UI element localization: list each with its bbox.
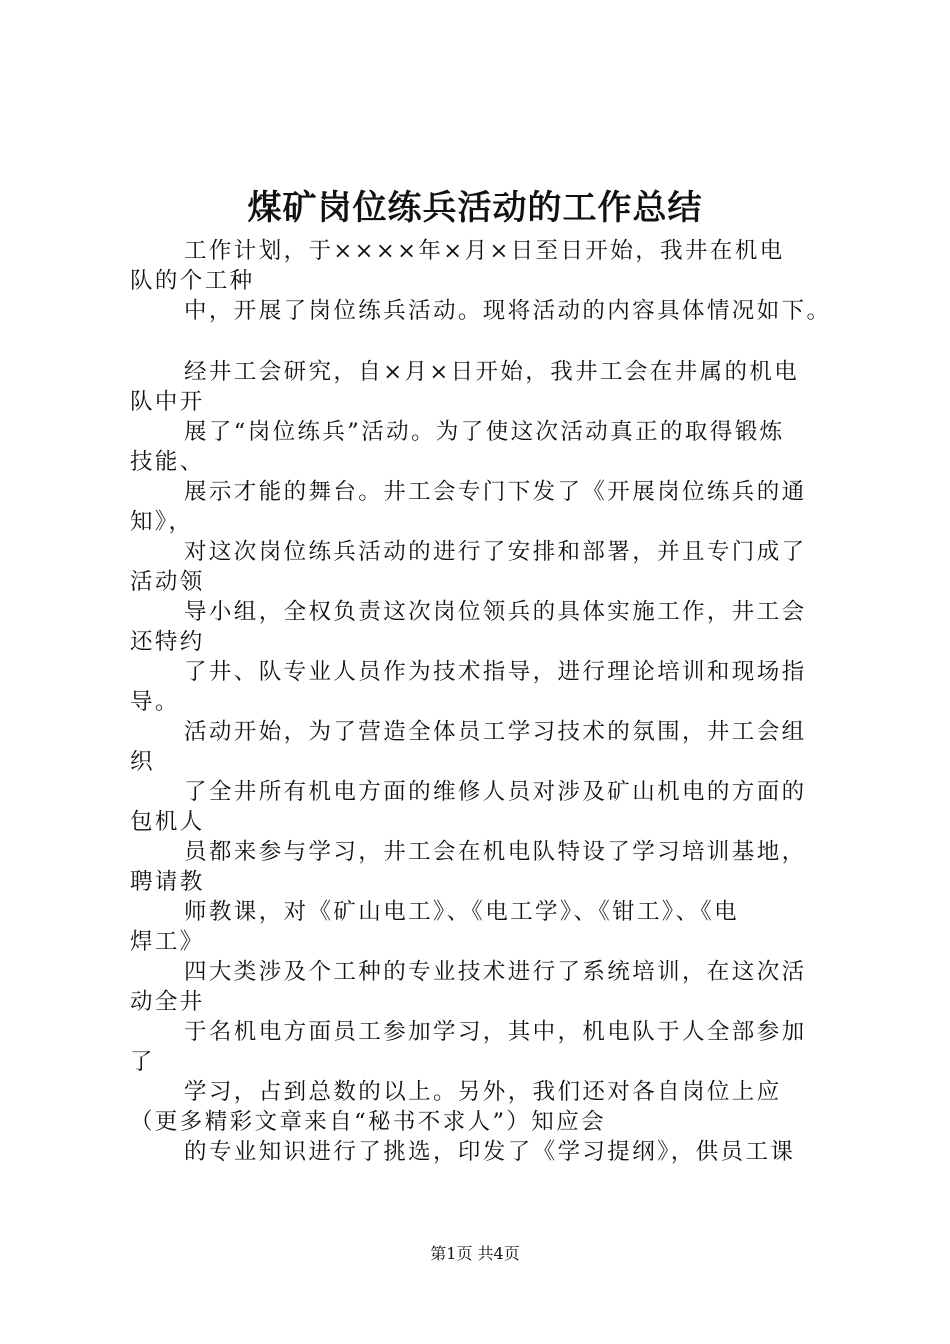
text-line: 织 <box>130 749 155 775</box>
text-line: 动全井 <box>130 989 205 1015</box>
text-line: 技能、 <box>130 449 205 475</box>
page-indicator: 第1页 共4页 <box>430 1244 520 1263</box>
document-title: 煤矿岗位练兵活动的工作总结 <box>247 188 703 228</box>
text-line: 工作计划，于××××年×月×日至日开始，我井在机电 <box>184 238 785 264</box>
text-line: 展了“岗位练兵”活动。为了使这次活动真正的取得锻炼 <box>184 419 785 445</box>
text-line: 导。 <box>130 689 180 715</box>
text-line: （更多精彩文章来自“秘书不求人”）知应会 <box>130 1109 607 1135</box>
text-line: 四大类涉及个工种的专业技术进行了系统培训，在这次活 <box>184 959 807 985</box>
text-line: 队中开 <box>130 389 205 415</box>
text-line: 的专业知识进行了挑选，印发了《学习提纲》，供员工课 <box>184 1139 796 1165</box>
text-line: 知》， <box>130 509 194 535</box>
text-line: 经井工会研究，自×月×日开始，我井工会在井属的机电 <box>184 359 800 385</box>
text-line: 导小组，全权负责这次岗位领兵的具体实施工作，井工会 <box>184 599 807 625</box>
text-line: 活动领 <box>130 569 205 595</box>
text-line: 包机人 <box>130 809 205 835</box>
text-line: 活动开始，为了营造全体员工学习技术的氛围，井工会组 <box>184 719 807 745</box>
text-line: 学习，占到总数的以上。另外，我们还对各自岗位上应 <box>184 1079 782 1105</box>
text-line: 还特约 <box>130 629 205 655</box>
text-line: 焊工》 <box>130 929 205 955</box>
text-line: 于名机电方面员工参加学习，其中，机电队于人全部参加 <box>184 1019 807 1045</box>
document-body <box>130 236 850 1167</box>
text-line: 员都来参与学习，井工会在机电队特设了学习培训基地， <box>184 839 807 865</box>
text-line: 了 <box>130 1049 155 1075</box>
paragraph-gap <box>130 326 850 357</box>
text-line: 了全井所有机电方面的维修人员对涉及矿山机电的方面的 <box>184 779 807 805</box>
text-line: 展示才能的舞台。井工会专门下发了《开展岗位练兵的通 <box>184 479 807 505</box>
text-line: 对这次岗位练兵活动的进行了安排和部署，并且专门成了 <box>184 539 807 565</box>
text-line: 聘请教 <box>130 869 205 895</box>
text-line: 师教课，对《矿山电工》、《电工学》、《钳工》、《电 <box>184 899 740 925</box>
text-line: 中，开展了岗位练兵活动。现将活动的内容具体情况如下。 <box>184 298 832 324</box>
text-line: 了井、队专业人员作为技术指导，进行理论培训和现场指 <box>184 659 807 685</box>
text-line: 队的个工种 <box>130 268 255 294</box>
